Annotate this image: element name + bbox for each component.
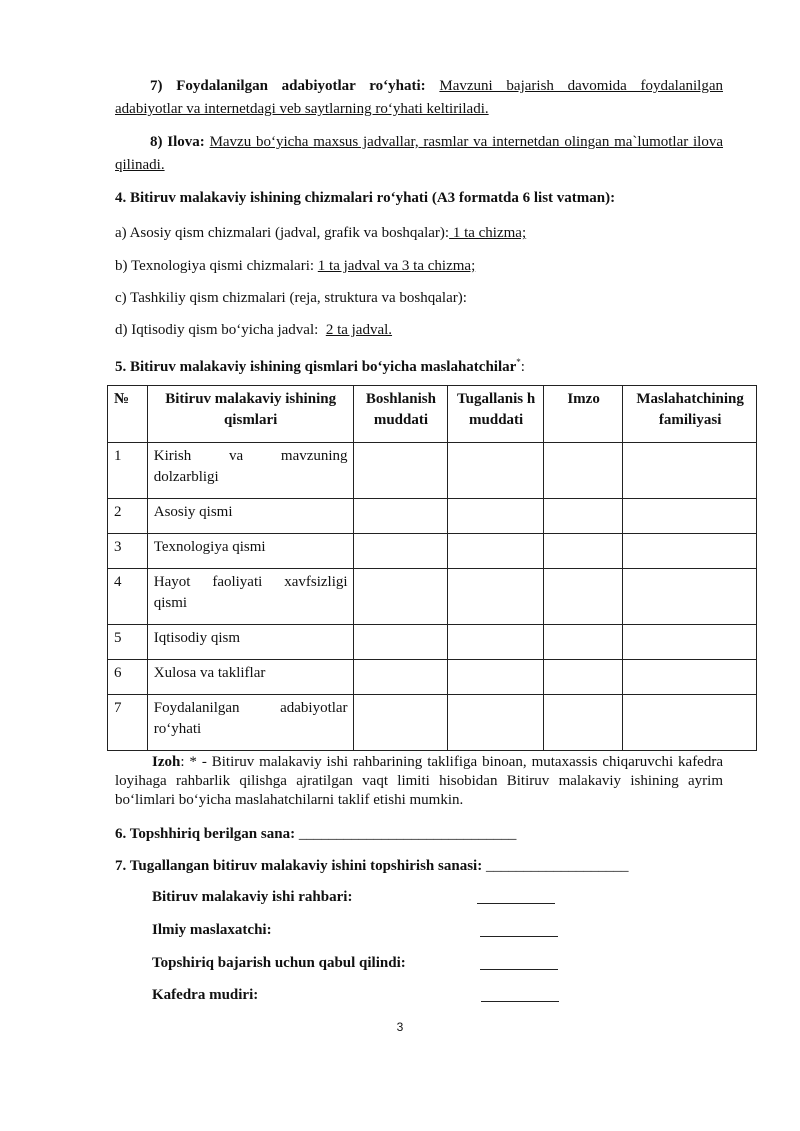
item7-heading: 7) Foydalanilgan adabiyotlar ro‘yhati: — [150, 78, 426, 94]
table-note — [115, 753, 723, 810]
col-consultant: Maslahatchining familiyasi — [623, 386, 757, 443]
end-cell[interactable] — [448, 625, 544, 660]
table-row — [108, 569, 757, 625]
item8-paragraph — [115, 131, 723, 177]
item-d-label: d) Iqtisodiy qism bo‘yicha jadval: — [115, 322, 326, 338]
row-part: Asosiy qismi — [147, 499, 353, 534]
item7-paragraph — [115, 75, 723, 121]
item-c-label: c) Tashkiliy qism chizmalari (reja, struktura va boshqalar): — [115, 290, 467, 306]
col-signature: Imzo — [543, 386, 622, 443]
row-number: 4 — [108, 569, 148, 625]
row-part: Xulosa va takliflar — [147, 660, 353, 695]
signature-cell[interactable] — [543, 443, 622, 499]
section4-item-b — [115, 256, 475, 276]
end-cell[interactable] — [448, 499, 544, 534]
signature-cell[interactable] — [543, 660, 622, 695]
signature-cell[interactable] — [543, 625, 622, 660]
end-cell[interactable] — [448, 695, 544, 751]
signature-line[interactable] — [480, 968, 558, 970]
row-part: Foydalanilgan adabiyotlar ro‘yhati — [147, 695, 353, 751]
col-part: Bitiruv malakaviy ishining qismlari — [147, 386, 353, 443]
note-label: Izoh — [152, 754, 181, 770]
section4-item-d — [115, 320, 392, 340]
start-cell[interactable] — [353, 695, 448, 751]
row-part: Kirish va mavzuning dolzarbligi — [147, 443, 353, 499]
row-number: 3 — [108, 534, 148, 569]
item-d-value: 2 ta jadval. — [325, 322, 393, 338]
section4-heading-text: 4. Bitiruv malakaviy ishining chizmalari ro‘yhati (A3 formatda 6 list vatman): — [115, 190, 616, 206]
issue-date-field[interactable]: _____________________________ — [298, 826, 517, 842]
start-cell[interactable] — [353, 660, 448, 695]
end-cell[interactable] — [448, 534, 544, 569]
submit-date-field[interactable]: ___________________ — [485, 858, 629, 874]
section4-heading — [115, 188, 615, 208]
consultants-table — [107, 385, 757, 751]
section7 — [115, 856, 628, 876]
col-end: Tugallanis h muddati — [448, 386, 544, 443]
signature-label: Bitiruv malakaviy ishi rahbari: — [152, 889, 353, 905]
row-part: Hayot faoliyati xavfsizligi qismi — [147, 569, 353, 625]
start-cell[interactable] — [353, 569, 448, 625]
section6 — [115, 824, 516, 844]
table-row — [108, 660, 757, 695]
section4-item-c — [115, 288, 467, 308]
signature-line[interactable] — [480, 935, 558, 937]
item-a-value: 1 ta chizma; — [449, 225, 527, 241]
signature-line[interactable] — [477, 902, 555, 904]
start-cell[interactable] — [353, 534, 448, 569]
note-text: : * - Bitiruv malakaviy ishi rahbarining taklifiga binoan, mutaxassis chiqaruvchi kafedra loyihaga rahbarlik qilishga ajratilgan vaqt limiti hisobidan Bitiruv malakaviy ishining ayrim bo‘limlari bo‘yicha maslahatchilarni taklif etishi mumkin. — [115, 754, 723, 808]
signature-label: Kafedra mudiri: — [152, 987, 259, 1003]
col-number: № — [108, 386, 148, 443]
consultant-cell[interactable] — [623, 625, 757, 660]
consultant-cell[interactable] — [623, 660, 757, 695]
end-cell[interactable] — [448, 443, 544, 499]
item7-text: Mavzuni bajarish davomida foydalanilgan adabiyotlar va internetdagi veb saytlarning ro‘yhati keltiriladi. — [115, 78, 723, 117]
row-part: Iqtisodiy qism — [147, 625, 353, 660]
signature-cell[interactable] — [543, 569, 622, 625]
table-row — [108, 443, 757, 499]
section7-heading: 7. Tugallangan bitiruv malakaviy ishini topshirish sanasi: — [115, 858, 483, 874]
table-row — [108, 499, 757, 534]
item-a-label: a) Asosiy qism chizmalari (jadval, grafik va boshqalar): — [115, 225, 450, 241]
row-number: 5 — [108, 625, 148, 660]
signature-cell[interactable] — [543, 695, 622, 751]
row-number: 1 — [108, 443, 148, 499]
section5-heading-text: 5. Bitiruv malakaviy ishining qismlari bo‘yicha maslahatchilar — [115, 359, 517, 375]
heading-colon: : — [520, 359, 525, 375]
section5-heading — [115, 352, 525, 377]
table-row — [108, 695, 757, 751]
consultant-cell[interactable] — [623, 695, 757, 751]
item-b-label: b) Texnologiya qismi chizmalari: — [115, 258, 318, 274]
end-cell[interactable] — [448, 660, 544, 695]
consultant-cell[interactable] — [623, 534, 757, 569]
signature-cell[interactable] — [543, 499, 622, 534]
start-cell[interactable] — [353, 499, 448, 534]
item8-text: Mavzu bo‘yicha maxsus jadvallar, rasmlar va internetdan olingan ma`lumotlar ilova qilinadi. — [115, 134, 724, 173]
consultant-cell[interactable] — [623, 499, 757, 534]
item8-heading: 8) Ilova: — [150, 134, 205, 150]
item-b-value: 1 ta jadval va 3 ta chizma; — [317, 258, 476, 274]
signature-cell[interactable] — [543, 534, 622, 569]
table-header-row — [108, 386, 757, 443]
row-number: 7 — [108, 695, 148, 751]
row-number: 6 — [108, 660, 148, 695]
table-row — [108, 534, 757, 569]
section4-item-a — [115, 223, 526, 243]
start-cell[interactable] — [353, 625, 448, 660]
row-number: 2 — [108, 499, 148, 534]
section6-heading: 6. Topshhiriq berilgan sana: — [115, 826, 296, 842]
signature-line[interactable] — [481, 1000, 559, 1002]
table-row — [108, 625, 757, 660]
signature-label: Ilmiy maslaxatchi: — [152, 922, 272, 938]
signature-label: Topshiriq bajarish uchun qabul qilindi: — [152, 955, 406, 971]
consultant-cell[interactable] — [623, 443, 757, 499]
col-start: Boshlanish muddati — [353, 386, 448, 443]
page-number: 3 — [396, 1020, 404, 1034]
row-part: Texnologiya qismi — [147, 534, 353, 569]
consultant-cell[interactable] — [623, 569, 757, 625]
footnote-star: * — [516, 357, 521, 367]
end-cell[interactable] — [448, 569, 544, 625]
start-cell[interactable] — [353, 443, 448, 499]
